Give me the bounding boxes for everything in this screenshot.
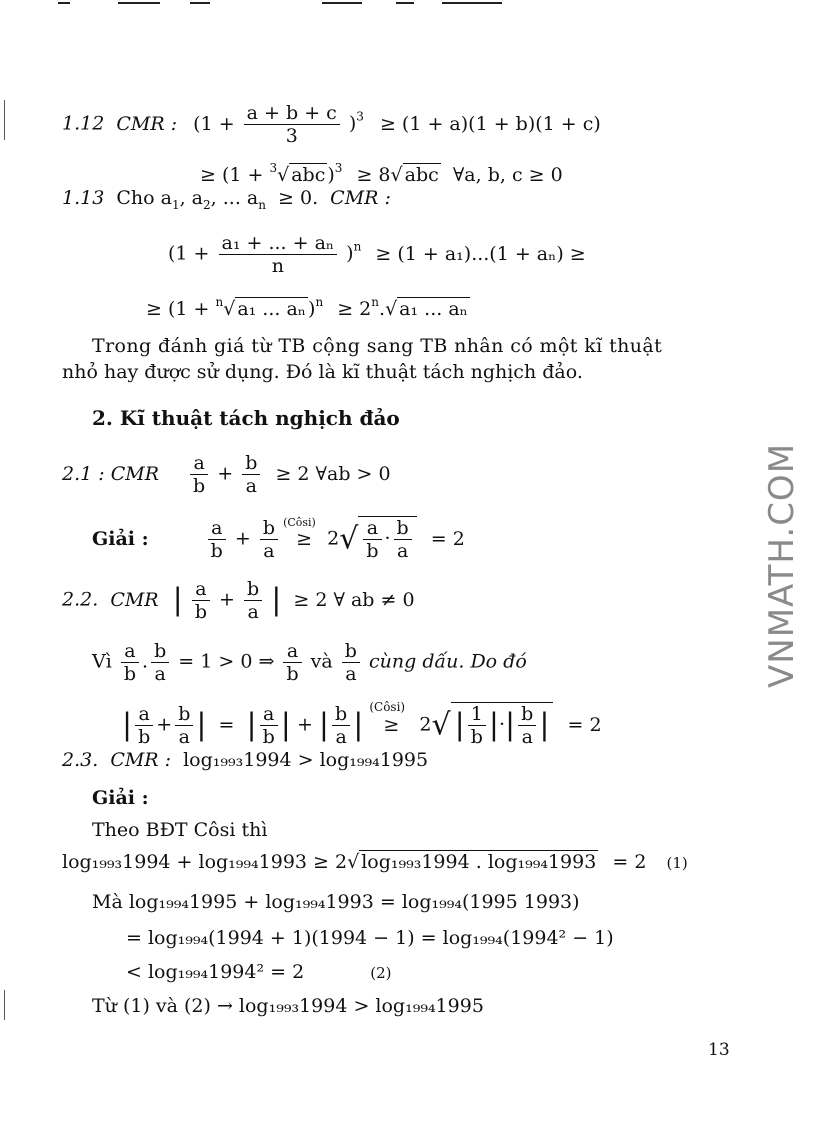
expression-part: ≥ 2 — [337, 298, 372, 320]
fraction-denominator: 3 — [285, 125, 298, 147]
problem-1-13-line-2 — [168, 232, 586, 277]
solution-label: Giải : — [92, 527, 149, 550]
problem-2-1-solution — [92, 516, 465, 562]
radicand: log₁₉₉₃1994 . log₁₉₉₄1993 — [361, 851, 597, 873]
expression-part: ≥ (1 + a₁)...(1 + aₙ) ≥ — [375, 242, 586, 265]
fraction-denominator: b — [123, 663, 137, 685]
fraction-numerator: a — [260, 703, 278, 726]
fraction — [363, 517, 381, 562]
fraction — [219, 232, 338, 277]
text-line: Theo BĐT Côsi thì — [92, 819, 268, 841]
exponent: 3 — [334, 161, 343, 175]
scan-mark — [442, 2, 502, 4]
fraction-denominator: b — [193, 475, 206, 497]
fraction — [332, 703, 350, 748]
expression-part: ) — [346, 242, 354, 265]
scan-mark — [118, 2, 160, 4]
fraction — [190, 452, 208, 497]
coefficient: 2 — [327, 527, 340, 550]
fraction-denominator: n — [271, 255, 284, 277]
text-part: cùng dấu. Do đó — [369, 650, 527, 673]
fraction-numerator: a — [192, 578, 210, 601]
text-part: , a — [179, 187, 204, 209]
fraction — [135, 703, 153, 748]
fraction-numerator: a — [135, 703, 153, 726]
equation-tag: (1) — [666, 854, 688, 872]
fraction-denominator: a — [154, 663, 166, 685]
watermark: VNMATH.COM — [762, 442, 802, 688]
fraction-denominator: a — [245, 475, 257, 497]
page-number: 13 — [708, 1040, 730, 1060]
fraction-numerator: a — [190, 452, 208, 475]
root-sign: √ — [390, 164, 403, 186]
inequality-line-1 — [62, 850, 688, 875]
root-sign: √ — [223, 298, 236, 320]
fraction — [151, 640, 169, 685]
exponent: n — [315, 295, 324, 309]
fraction — [192, 578, 210, 623]
fraction-denominator: a — [178, 726, 190, 748]
fraction — [175, 703, 193, 748]
problem-label: 2.3. — [62, 749, 99, 771]
problem-1-12-line-2 — [200, 156, 563, 187]
plus-sign: + — [296, 713, 313, 736]
fraction-numerator: b — [518, 703, 536, 726]
problem-2-2-chain — [122, 699, 602, 748]
plus-sign: + — [234, 527, 251, 550]
solution-label: Giải : — [92, 787, 149, 809]
problem-label: 1.12 — [62, 112, 105, 135]
fraction — [342, 640, 360, 685]
abs-bar: | — [488, 707, 499, 743]
abs-bar: | — [246, 707, 257, 743]
expression-part: = 2 — [430, 527, 465, 550]
fraction — [468, 703, 486, 748]
fraction — [260, 517, 278, 562]
cmr-label: CMR : — [116, 112, 178, 135]
fraction-denominator: b — [210, 540, 223, 562]
fraction-denominator: b — [138, 726, 151, 748]
expression-part: ≥ (1 + — [146, 298, 210, 320]
exponent: 3 — [356, 109, 364, 124]
abs-bar: | — [271, 582, 282, 618]
abs-bar: | — [353, 707, 364, 743]
fraction-denominator: a — [521, 726, 533, 748]
expression-part: (1 + — [168, 242, 210, 265]
fraction — [260, 703, 278, 748]
root-index: n — [215, 295, 224, 309]
fraction-numerator: a + b + c — [244, 102, 340, 125]
inequality-line-4 — [126, 960, 391, 985]
fraction-numerator: b — [394, 517, 412, 540]
expression-part: ) — [308, 298, 316, 320]
scan-mark — [4, 990, 5, 1020]
ge-sign: ≥ — [383, 713, 400, 736]
root-sign: √ — [431, 707, 451, 743]
radicand: $\frac{a}{b}$ · $\frac{b}{a}$ — [358, 516, 416, 562]
expression-part: log₁₉₉₃1994 + log₁₉₉₄1993 ≥ 2√ — [62, 851, 360, 873]
fraction-numerator: a — [363, 517, 381, 540]
expression-part: ) — [327, 164, 335, 186]
exponent: n — [353, 239, 362, 254]
inequality-line-2: Mà log₁₉₉₄1995 + log₁₉₉₄1993 = log₁₉₉₄(1995 1993) — [92, 891, 580, 913]
fraction-numerator: b — [332, 703, 350, 726]
fraction-numerator: a — [121, 640, 139, 663]
paragraph-line-1: Trong đánh giá từ TB cộng sang TB nhân có một kĩ thuật — [92, 335, 663, 357]
fraction-numerator: b — [151, 640, 169, 663]
fraction — [244, 578, 262, 623]
expression-part: ∀a, b, c ≥ 0 — [452, 164, 563, 186]
fraction-numerator: a₁ + ... + aₙ — [219, 232, 338, 255]
fraction-numerator: b — [260, 517, 278, 540]
fraction — [518, 703, 536, 748]
problem-2-1-statement — [62, 452, 391, 497]
scan-mark — [4, 100, 5, 140]
problem-label: 2.1 : CMR — [62, 462, 159, 485]
expression-part: ≥ 2 ∀ab > 0 — [275, 462, 391, 485]
cosi-note — [283, 515, 321, 551]
inequality-line-3: = log₁₉₉₄(1994 + 1)(1994 − 1) = log₁₉₉₄(1994² − 1) — [126, 927, 614, 949]
problem-2-3-statement — [62, 748, 428, 772]
radicand: abc — [291, 164, 326, 186]
abs-bar: | — [318, 707, 330, 743]
expression-part: log₁₉₉₃1994 > log₁₉₉₄1995 — [183, 749, 429, 771]
plus-sign: + — [156, 713, 173, 736]
dot: . — [142, 650, 149, 673]
root-sign: √ — [385, 298, 398, 320]
expression-part: ≥ 2 ∀ ab ≠ 0 — [293, 588, 415, 611]
section-heading: 2. Kĩ thuật tách nghịch đảo — [92, 406, 400, 430]
scan-mark — [190, 2, 210, 4]
paragraph-line-2: nhỏ hay được sử dụng. Đó là kĩ thuật tách nghịch đảo. — [62, 361, 583, 383]
problem-2-2-statement — [62, 578, 415, 623]
problem-1-12-line-1 — [62, 102, 601, 147]
equation-tag: (2) — [370, 964, 392, 982]
expression-part: ≥ (1 + a)(1 + b)(1 + c) — [379, 112, 601, 135]
problem-label: 1.13 — [62, 187, 105, 209]
expression-part: (1 + — [193, 112, 235, 135]
fraction-denominator: a — [263, 540, 275, 562]
plus-sign: + — [219, 588, 235, 611]
cmr-label: CMR : — [330, 187, 391, 209]
radicand: a₁ ... aₙ — [399, 298, 468, 320]
radicand: a₁ ... aₙ — [237, 298, 307, 320]
fraction-denominator: b — [366, 540, 379, 562]
root-sign: √ — [277, 164, 290, 186]
abs-bar: | — [280, 707, 291, 743]
abs-bar: | — [172, 582, 183, 618]
coefficient: 2 — [419, 713, 432, 736]
fraction-numerator: b — [244, 578, 262, 601]
expression-part: = 2 — [567, 713, 602, 736]
fraction-denominator: a — [396, 540, 409, 562]
text-part: và — [310, 650, 333, 673]
fraction — [208, 517, 226, 562]
cosi-label: (Côsi) — [369, 699, 406, 714]
expression-part: = 2 — [612, 851, 647, 873]
fraction-denominator: b — [194, 601, 207, 623]
cosi-label: (Côsi) — [283, 515, 316, 529]
expression-part: = 1 > 0 ⇒ — [178, 650, 275, 673]
cosi-note — [369, 699, 413, 737]
cmr-label: CMR : — [110, 749, 172, 771]
fraction-numerator: b — [342, 640, 360, 663]
problem-2-2-reason — [92, 640, 527, 685]
fraction-numerator: a — [208, 517, 226, 540]
plus-sign: + — [217, 462, 234, 485]
fraction-denominator: b — [286, 663, 299, 685]
abs-bar: | — [505, 707, 516, 743]
abs-bar: | — [196, 707, 207, 743]
radicand: abc — [404, 164, 439, 186]
problem-1-13-line-1 — [62, 186, 391, 217]
text-part: Vì — [92, 650, 112, 673]
fraction-denominator: b — [470, 726, 483, 748]
expression-part: ≥ 8 — [356, 164, 391, 186]
fraction-numerator: a — [283, 640, 301, 663]
text-part: Cho a — [116, 187, 172, 209]
equals-sign: = — [218, 713, 235, 736]
expression-part: < log₁₉₉₄1994² = 2 — [126, 961, 305, 983]
subscript: 1 — [171, 198, 180, 212]
root-sign: √ — [339, 521, 359, 557]
fraction-numerator: b — [175, 703, 193, 726]
subscript: n — [258, 198, 266, 212]
scan-mark — [58, 2, 70, 4]
abs-bar: | — [454, 707, 465, 743]
fraction-denominator: a — [247, 601, 259, 623]
fraction-numerator: b — [242, 452, 260, 475]
problem-1-13-line-3 — [146, 290, 470, 321]
radicand: | $\frac{1}{b}$ |·| $\frac{b}{a}$ | — [451, 702, 554, 748]
abs-bar: | — [122, 707, 133, 743]
exponent: n — [371, 295, 380, 309]
fraction — [244, 102, 340, 147]
problem-label: 2.2. — [62, 588, 99, 611]
fraction — [121, 640, 139, 685]
fraction-numerator: 1 — [468, 703, 486, 726]
scan-mark — [322, 2, 362, 4]
fraction-denominator: a — [335, 726, 347, 748]
scan-mark — [396, 2, 414, 4]
ge-sign: ≥ — [296, 527, 313, 550]
expression-part: . — [379, 298, 386, 320]
fraction — [283, 640, 301, 685]
subscript: 2 — [203, 198, 211, 212]
cmr-label: CMR — [110, 588, 159, 611]
fraction — [394, 517, 412, 562]
conclusion-line: Từ (1) và (2) → log₁₉₉₃1994 > log₁₉₉₄1995 — [92, 995, 484, 1017]
text-part: ≥ 0. — [278, 187, 319, 209]
text-part: , ... a — [210, 187, 259, 209]
fraction-denominator: b — [262, 726, 275, 748]
fraction-denominator: a — [345, 663, 357, 685]
fraction — [242, 452, 260, 497]
abs-bar: | — [539, 707, 550, 743]
expression-part: ≥ (1 + — [200, 164, 264, 186]
root-index: 3 — [269, 161, 278, 175]
expression-part: ) — [348, 112, 357, 135]
